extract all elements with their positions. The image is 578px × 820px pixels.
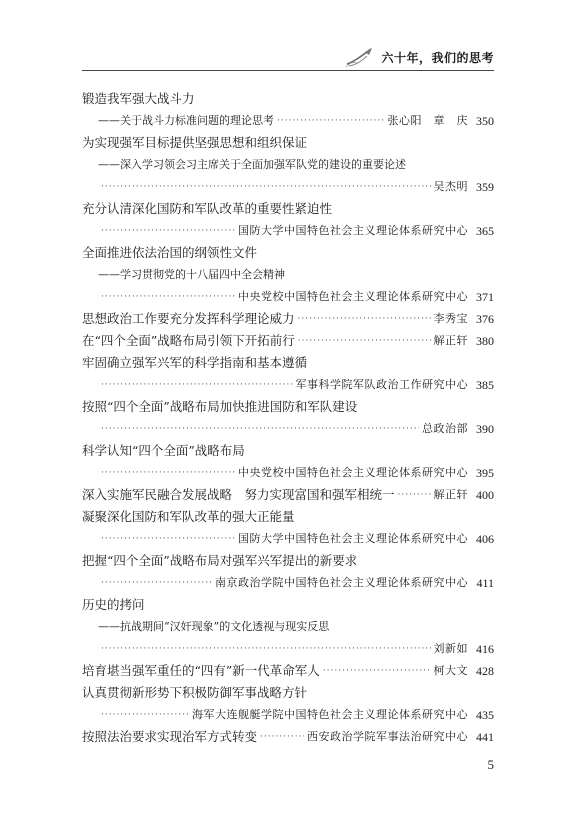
toc-entry-author: 吴杰明 — [433, 180, 468, 193]
toc-entry-author: 海军大连舰艇学院中国特色社会主义理论体系研究中心 — [192, 708, 468, 721]
toc-entry-author: 南京政治学院中国特色社会主义理论体系研究中心 — [215, 576, 468, 589]
toc-entry — [82, 352, 494, 374]
toc-entry-author: 刘新如 — [433, 642, 468, 655]
toc-entry-title: 历史的拷问 — [82, 597, 145, 612]
toc-entry — [82, 704, 494, 726]
toc-entry-author: 军事科学院军队政治工作研究中心 — [295, 378, 468, 391]
toc-entry — [82, 638, 494, 660]
toc-entry-title: 把握“四个全面”战略布局对强军兴军提出的新要求 — [82, 553, 358, 568]
toc-entry-title: 按照法治要求实现治军方式转变 — [82, 729, 258, 744]
toc-entry-page: 380 — [476, 334, 494, 348]
toc-entry-page: 411 — [476, 576, 494, 590]
toc-entry-title: 牢固确立强军兴军的科学指南和基本遵循 — [82, 355, 308, 370]
toc-entry-title: 科学认知“四个全面”战略布局 — [82, 443, 245, 458]
toc-entry-page: 406 — [476, 532, 494, 546]
dot-leader — [101, 286, 235, 308]
toc-entry — [82, 198, 494, 220]
running-header — [345, 46, 494, 68]
toc-entry — [82, 484, 494, 506]
dot-leader — [101, 704, 189, 726]
toc-entry-page: 400 — [476, 488, 494, 502]
header-rule — [82, 70, 494, 71]
toc-entry — [82, 264, 494, 286]
toc-entry-subtitle: ——抗战期间“汉奸现象”的文化透视与现实反思 — [98, 620, 330, 633]
dot-leader — [323, 660, 431, 682]
toc-entry — [82, 726, 494, 748]
toc-entry — [82, 330, 494, 352]
page-number: 5 — [487, 757, 494, 772]
toc-entry — [82, 88, 494, 110]
toc-entry-subtitle: ——深入学习领会习主席关于全面加强军队党的建设的重要论述 — [98, 158, 406, 171]
toc-entry — [82, 308, 494, 330]
pen-icon — [345, 46, 375, 68]
toc-entry — [82, 396, 494, 418]
toc-entry — [82, 176, 494, 198]
toc-entry-author: 解正轩 — [433, 488, 468, 501]
toc-entry-subtitle: ——关于战斗力标准问题的理论思考 — [98, 114, 274, 127]
dot-leader — [101, 572, 212, 594]
dot-leader — [101, 220, 235, 242]
toc-entry-author: 中央党校中国特色社会主义理论体系研究中心 — [238, 290, 468, 303]
toc-entry-title: 充分认清深化国防和军队改革的重要性紧迫性 — [82, 201, 333, 216]
toc-entry — [82, 374, 494, 396]
dot-leader — [101, 418, 419, 440]
toc-entry-title: 凝聚深化国防和军队改革的强大正能量 — [82, 509, 295, 524]
toc-entry-page: 350 — [476, 114, 494, 128]
toc-entry — [82, 506, 494, 528]
toc-entry-page: 371 — [476, 290, 494, 304]
toc-entry — [82, 550, 494, 572]
toc-entry — [82, 594, 494, 616]
toc-entry-author: 西安政治学院军事法治研究中心 — [307, 730, 468, 743]
toc-entry — [82, 154, 494, 176]
toc-entry — [82, 220, 494, 242]
dot-leader — [101, 374, 293, 396]
toc-entry-subtitle: ——学习贯彻党的十八届四中全会精神 — [98, 268, 285, 281]
toc-entry-author: 国防大学中国特色社会主义理论体系研究中心 — [238, 224, 468, 237]
toc-entry — [82, 440, 494, 462]
toc-entry — [82, 462, 494, 484]
toc-entry-title: 深入实施军民融合发展战略 努力实现富国和强军相统一 — [82, 487, 395, 502]
toc-entry-page: 435 — [476, 708, 494, 722]
toc-entry-title: 锻造我军强大战斗力 — [82, 91, 195, 106]
toc-entry — [82, 286, 494, 308]
dot-leader — [398, 484, 431, 506]
toc-entry-author: 总政治部 — [422, 422, 468, 435]
dot-leader — [298, 330, 431, 352]
toc-entry-page: 416 — [476, 642, 494, 656]
toc-entry-author: 张心阳 章 庆 — [387, 114, 468, 127]
toc-entry — [82, 110, 494, 132]
toc-entry-author: 李秀宝 — [433, 312, 468, 325]
toc-entry-page: 385 — [476, 378, 494, 392]
toc-entry-title: 按照“四个全面”战略布局加快推进国防和军队建设 — [82, 399, 358, 414]
toc-entry-page: 359 — [476, 180, 494, 194]
toc-entry-page: 395 — [476, 466, 494, 480]
dot-leader — [101, 638, 431, 660]
toc-entry-title: 思想政治工作要充分发挥科学理论威力 — [82, 311, 295, 326]
dot-leader — [277, 110, 385, 132]
toc-entry-page: 441 — [476, 730, 494, 744]
table-of-contents — [82, 88, 494, 748]
dot-leader — [298, 308, 431, 330]
toc-entry — [82, 132, 494, 154]
toc-entry — [82, 528, 494, 550]
toc-entry-page: 376 — [476, 312, 494, 326]
toc-entry-author: 中央党校中国特色社会主义理论体系研究中心 — [238, 466, 468, 479]
dot-leader — [101, 528, 235, 550]
dot-leader — [101, 176, 431, 198]
toc-entry-page: 428 — [476, 664, 494, 678]
toc-entry-title: 在“四个全面”战略布局引领下开拓前行 — [82, 333, 295, 348]
dot-leader — [101, 462, 235, 484]
toc-entry — [82, 572, 494, 594]
toc-entry — [82, 660, 494, 682]
dot-leader — [260, 726, 304, 748]
running-header-title: 六十年，我们的思考 — [381, 50, 494, 65]
toc-entry — [82, 242, 494, 264]
toc-entry-author: 柯大文 — [433, 664, 468, 677]
toc-entry — [82, 418, 494, 440]
toc-entry-title: 为实现强军目标提供坚强思想和组织保证 — [82, 135, 308, 150]
toc-entry-title: 认真贯彻新形势下积极防御军事战略方针 — [82, 685, 308, 700]
toc-entry — [82, 616, 494, 638]
toc-entry-page: 390 — [476, 422, 494, 436]
toc-entry-page: 365 — [476, 224, 494, 238]
toc-entry-title: 全面推进依法治国的纲领性文件 — [82, 245, 258, 260]
toc-entry-author: 国防大学中国特色社会主义理论体系研究中心 — [238, 532, 468, 545]
toc-entry — [82, 682, 494, 704]
toc-entry-author: 解正轩 — [433, 334, 468, 347]
toc-entry-title: 培育堪当强军重任的“四有”新一代革命军人 — [82, 663, 320, 678]
